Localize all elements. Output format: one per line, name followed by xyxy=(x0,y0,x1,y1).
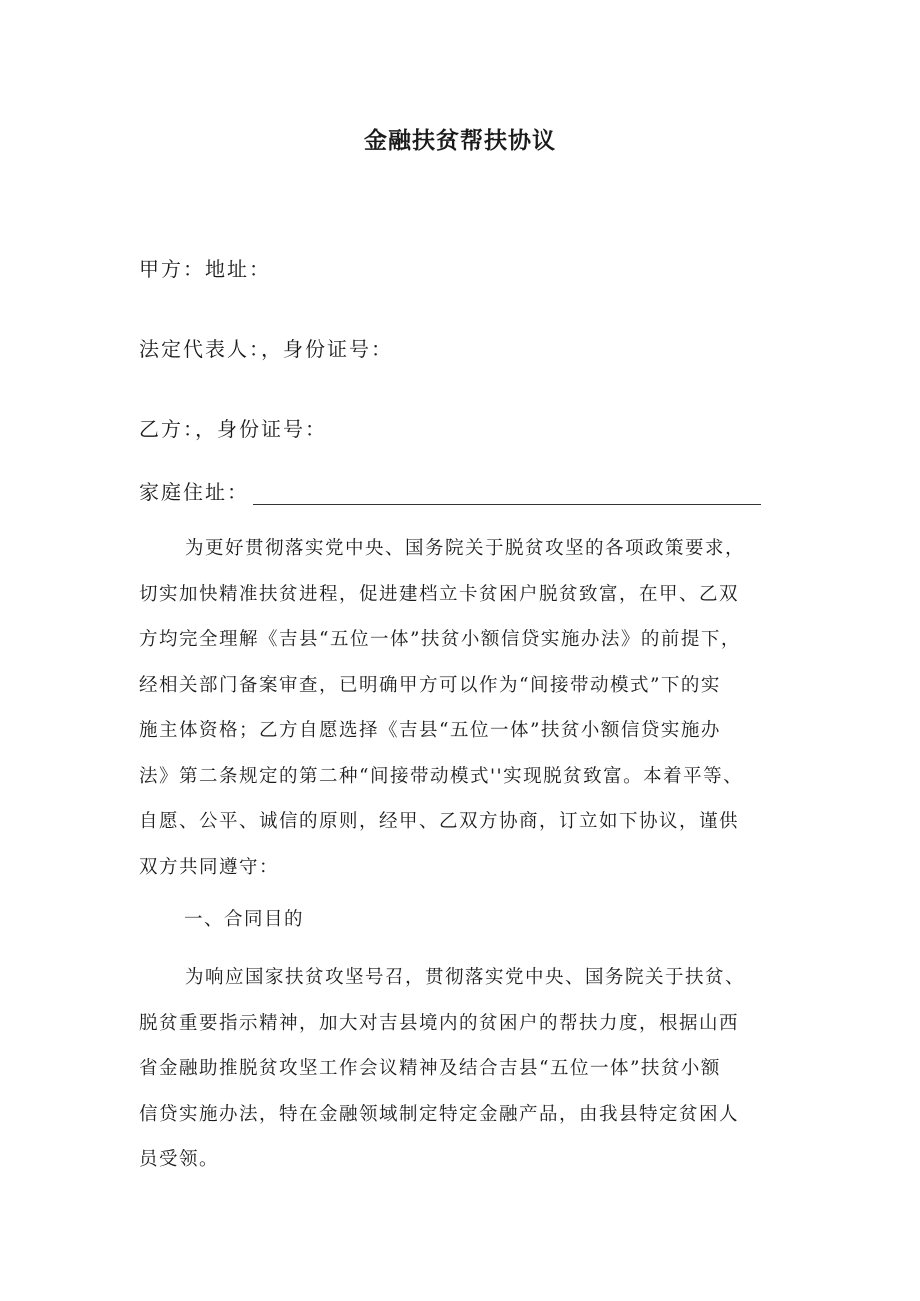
section-1-heading: 一、合同目的 xyxy=(184,909,305,930)
paragraph-line: 经相关部门备案审查，已明确甲方可以作为“间接带动模式”下的实 xyxy=(139,674,721,696)
paragraph-line: 员受领。 xyxy=(139,1149,220,1170)
home-address-label: 家庭住址： xyxy=(139,480,249,504)
paragraph-line: 脱贫重要指示精神，加大对吉县境内的贫困户的帮扶力度，根据山西 xyxy=(139,1012,740,1034)
section-1-paragraph xyxy=(139,955,799,1183)
document-title: 金融扶贫帮扶协议 xyxy=(364,128,556,154)
paragraph-line: 施主体资格；乙方自愿选择《吉县“五位一体”扶贫小额信贷实施办 xyxy=(139,720,721,741)
paragraph-line: 省金融助推脱贫攻坚工作会议精神及结合吉县“五位一体”扶贫小额 xyxy=(139,1058,721,1079)
paragraph-line: 自愿、公平、诚信的原则，经甲、乙双方协商，订立如下协议，谨供 xyxy=(139,811,740,832)
paragraph-line: 为更好贯彻落实党中央、国务院关于脱贫攻坚的各项政策要求， xyxy=(185,538,746,559)
paragraph-line: 法》第二条规定的第二种“间接带动模式''实现脱贫致富。本着平等、 xyxy=(139,765,744,787)
party-a-line: 甲方：地址： xyxy=(139,257,271,281)
paragraph-line: 双方共同遵守： xyxy=(139,856,280,878)
legal-representative-line: 法定代表人：，身份证号： xyxy=(139,337,393,361)
paragraph-line: 方均完全理解《吉县“五位一体”扶贫小额信贷实施办法》的前提下， xyxy=(139,629,741,650)
paragraph-line: 切实加快精准扶贫进程，促进建档立卡贫困户脱贫致富，在甲、乙双 xyxy=(139,583,740,605)
intro-paragraph xyxy=(139,526,799,890)
paragraph-line: 信贷实施办法，特在金融领域制定特定金融产品，由我县特定贫困人 xyxy=(139,1103,740,1125)
home-address-line xyxy=(139,476,761,505)
party-b-line: 乙方：，身份证号： xyxy=(139,417,327,441)
paragraph-line: 为响应国家扶贫攻坚号召，贯彻落实党中央、国务院关于扶贫、 xyxy=(185,967,746,988)
home-address-blank xyxy=(253,482,761,505)
